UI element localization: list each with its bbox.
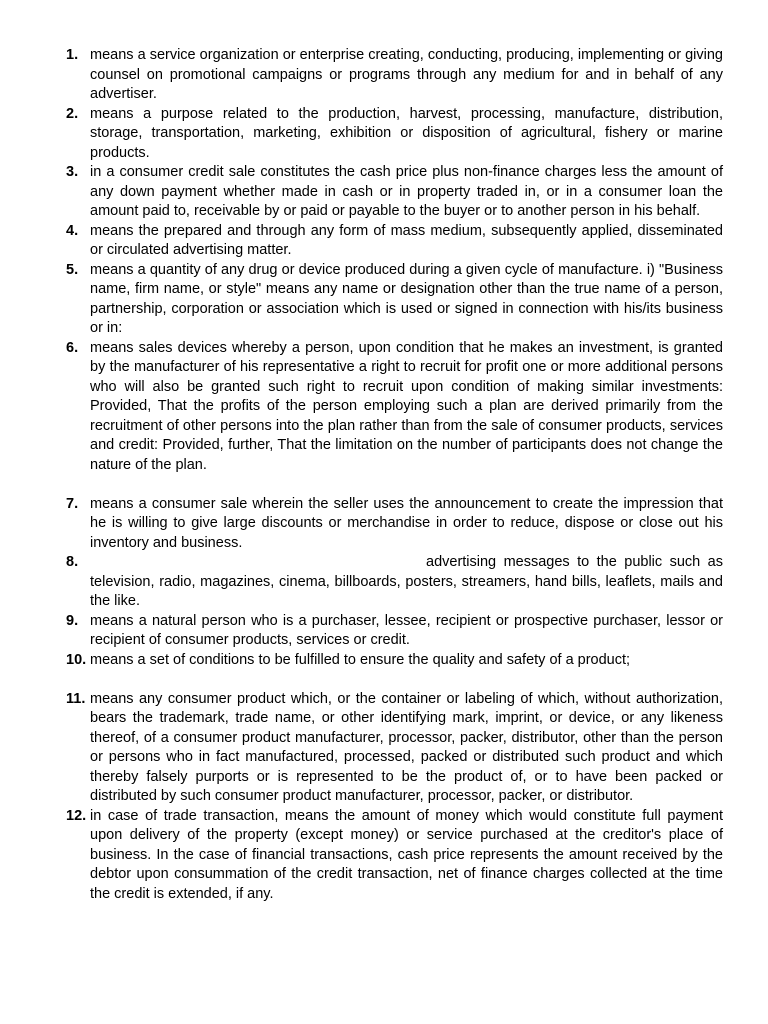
list-item: [66, 163, 723, 222]
list-item: [66, 339, 723, 476]
item-number: 10.: [66, 651, 87, 668]
list-item: [66, 105, 723, 164]
item-number: 9.: [66, 612, 79, 629]
list-item: [66, 495, 723, 554]
item-text: means any consumer product which, or the container or labeling of which, without authorization, bears the trademark, trade name, or other identifying mark, imprint, or device, or any likeness thereof, of a consumer product manufacturer, processor, packer, distributor, other than the person or persons who in fact manufactured, processed, packed or distributed such product and which thereby falsely purports or is represented to be the product of, or to have been packed or distributed by such consumer product manufacturer, processor, packer, or distributor.: [90, 690, 723, 804]
item-number: 3.: [66, 164, 79, 180]
list-item: [66, 807, 723, 905]
item-text: means a set of conditions to be fulfilled to ensure the quality and safety of a product;: [90, 651, 631, 668]
list-item: [66, 690, 723, 807]
item-text: means a purpose related to the production, harvest, processing, manufacture, distribution, storage, transportation, marketing, exhibition or disposition of agricultural, fishery or marine products.: [90, 105, 723, 161]
item-text: means a service organization or enterprise creating, conducting, producing, implementing or giving counsel on promotional campaigns or programs through any medium for and in behalf of any advertiser.: [90, 47, 723, 102]
item-text: means sales devices whereby a person, upon condition that he makes an investment, is granted by the manufacturer of his representative a right to recruit for profit one or more additional persons who will also be granted such right to recruit upon condition of making similar investments: Provided, That the profits of the person employing such a plan are derived primarily from the recruitment of other persons into the plan rather than from the sale of consumer products, services and credit: Provided, further, That the limitation on the number of participants does not change the nature of the plan.: [90, 339, 723, 473]
item-text: advertising messages to the public such as television, radio, magazines, cinema, billboards, posters, streamers, hand bills, leaflets, mails and the like.: [90, 554, 723, 609]
item-number: 7.: [66, 495, 79, 512]
item-number: 8.: [66, 554, 79, 570]
definitions-list: [66, 46, 723, 904]
item-number: 4.: [66, 222, 79, 239]
item-number: 11.: [66, 690, 86, 707]
item-number: 5.: [66, 261, 79, 278]
item-text: in case of trade transaction, means the amount of money which would constitute full payment upon delivery of the property (except money) or service purchased at the creditor's place of business. In the case of financial transactions, cash price represents the amount received by the debtor upon consummation of the credit transaction, net of finance charges collected at the time the credit is extended, if any.: [90, 807, 723, 902]
list-item: [66, 46, 723, 105]
item-number: 2.: [66, 105, 79, 122]
list-item: [66, 261, 723, 339]
item-text: means the prepared and through any form of mass medium, subsequently applied, disseminated or circulated advertising matter.: [90, 222, 723, 258]
item-text: means a natural person who is a purchaser, lessee, recipient or prospective purchaser, lessor or recipient of consumer products, services or credit.: [90, 612, 723, 648]
list-item: [66, 651, 723, 671]
item-number: 6.: [66, 339, 79, 356]
list-item: [66, 553, 723, 612]
list-item: [66, 222, 723, 261]
item-number: 1.: [66, 47, 79, 63]
item-text: in a consumer credit sale constitutes the cash price plus non-finance charges less the amount of any down payment whether made in cash or in property traded in, or in a consumer loan the amount paid to, receivable by or paid or payable to the buyer or to another person in his behalf.: [90, 164, 723, 219]
item-text: means a quantity of any drug or device produced during a given cycle of manufacture. i) "Business name, firm name, or style" means any name or designation other than the true name of a person, partnership, corporation or association which is used or signed in connection with his/its business or in:: [90, 261, 723, 336]
list-item: [66, 612, 723, 651]
item-text: means a consumer sale wherein the seller uses the announcement to create the impression that he is willing to give large discounts or merchandise in order to reduce, dispose or close out his inventory and business.: [90, 495, 723, 551]
item-number: 12.: [66, 807, 87, 824]
